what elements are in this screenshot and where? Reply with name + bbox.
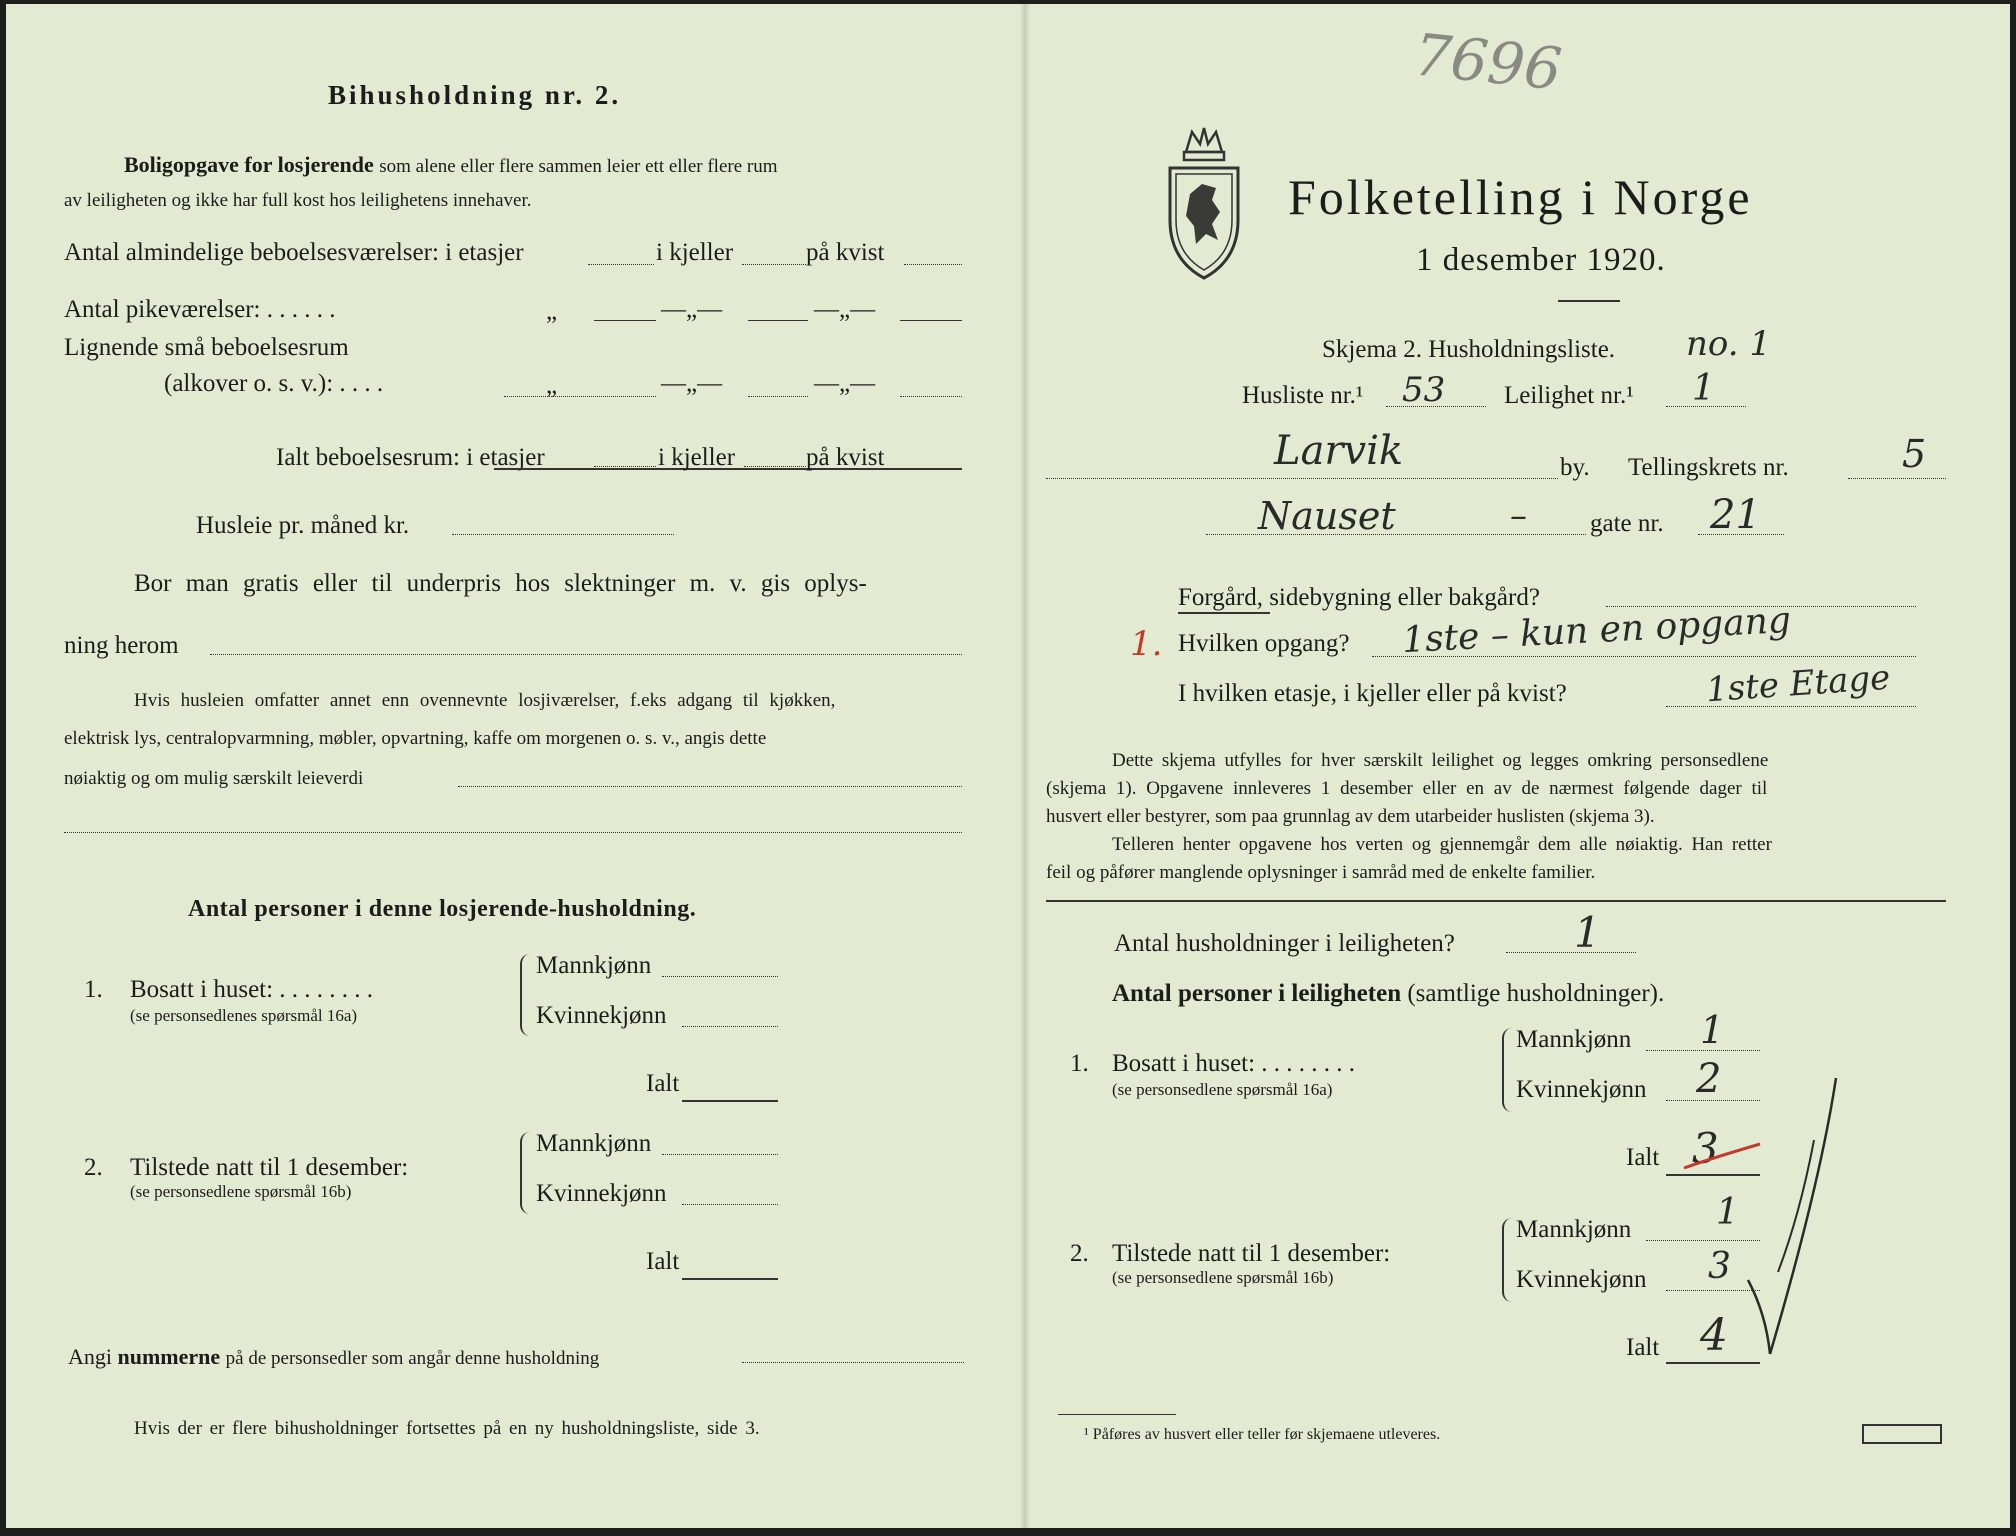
gate-dash: –: [1510, 496, 1527, 536]
field-pike-kvist[interactable]: [900, 320, 962, 321]
right-tilstede-sub: (se personsedlene spørsmål 16b): [1112, 1268, 1334, 1287]
left-tilstede-ialt-label: Ialt: [646, 1248, 680, 1275]
title-rule: [1558, 300, 1620, 302]
left-bosatt-ialt-field[interactable]: [682, 1100, 778, 1102]
instruction-1: Dette skjema utfylles for hver særskilt leilighet og legges omkring personsedlene: [1112, 750, 1769, 771]
field-husleie[interactable]: [452, 534, 674, 535]
left-bosatt-kvinne-label: Kvinnekjønn: [536, 1002, 667, 1029]
left-title: Bihusholdning nr. 2.: [328, 80, 622, 110]
right-bosatt-ialt-label: Ialt: [1626, 1144, 1660, 1171]
field-kjeller[interactable]: [742, 264, 806, 265]
red-mark: 1.: [1130, 624, 1163, 664]
etasje-value[interactable]: 1ste Etage: [1704, 657, 1892, 711]
leilighet-value[interactable]: 1: [1692, 368, 1715, 409]
label-kjeller: i kjeller: [656, 239, 734, 266]
gate-nr-field: [1698, 534, 1784, 535]
field-pike-kjeller[interactable]: [748, 320, 808, 321]
right-bosatt-label: Bosatt i huset: . . . . . . . .: [1112, 1050, 1356, 1077]
field-bor[interactable]: [210, 654, 962, 655]
right-tilstede-num: 2.: [1070, 1240, 1089, 1267]
skjema-hw: no. 1: [1686, 324, 1772, 364]
label-lignende-1: Lignende små beboelsesrum: [64, 334, 349, 361]
left-bosatt-sub: (se personsedlenes spørsmål 16a): [130, 1006, 358, 1025]
gate-nr-value[interactable]: 21: [1710, 492, 1761, 538]
label-kjeller: i kjeller: [658, 444, 736, 471]
hvis-line-3: nøiaktig og om mulig særskilt leieverdi: [64, 768, 364, 789]
opgang-value[interactable]: 1ste – kun en opgang: [1401, 599, 1792, 662]
right-title: Folketelling i Norge: [1288, 169, 1753, 225]
instruction-5: feil og påfører manglende oplysninger i samråd med de enkelte familier.: [1046, 862, 1596, 883]
husliste-field: [1386, 406, 1486, 407]
label-ialt-beboelsesrum: Ialt beboelsesrum: i etasjer: [276, 444, 545, 471]
left-tilstede-ialt-field[interactable]: [682, 1278, 778, 1280]
forgard-label: Forgård, sidebygning eller bakgård?: [1178, 584, 1540, 611]
antal-hush-value[interactable]: 1: [1574, 908, 1601, 957]
right-bosatt-ialt-value[interactable]: 3: [1692, 1124, 1719, 1173]
husliste-value[interactable]: 53: [1402, 370, 1446, 410]
ditto-mark: —„—: [814, 296, 876, 323]
antal-hush-field: [1506, 952, 1636, 953]
right-bosatt-kvinne-value[interactable]: 2: [1696, 1056, 1722, 1102]
field-ialt-kjeller[interactable]: [744, 466, 806, 467]
opgang-label: Hvilken opgang?: [1178, 630, 1350, 657]
skjema-label: Skjema 2. Husholdningsliste.: [1322, 336, 1616, 363]
right-tilstede-mann-label: Mannkjønn: [1516, 1216, 1632, 1243]
gate-label: gate nr.: [1590, 510, 1664, 537]
bor-line-2: ning herom: [64, 632, 179, 659]
check-mark-icon: [1740, 1074, 1860, 1364]
left-tilstede-mann-label: Mannkjønn: [536, 1130, 652, 1157]
field-pike-etasjer[interactable]: [594, 320, 656, 321]
right-bosatt-mann-value[interactable]: 1: [1700, 1008, 1725, 1052]
brace: [520, 954, 532, 1036]
brace: [1502, 1028, 1514, 1112]
label-antal-almindelige: Antal almindelige beboelsesværelser: i etasjer: [64, 239, 524, 266]
intro-line-2: av leiligheten og ikke har full kost hos leilighetens innehaver.: [64, 190, 532, 211]
angi-line: Angi nummerne på de personsedler som angår denne husholdning: [68, 1344, 600, 1369]
gate-value[interactable]: Nauset: [1258, 494, 1396, 538]
right-tilstede-ialt-value[interactable]: 4: [1700, 1310, 1728, 1361]
printer-stamp: [1862, 1424, 1942, 1444]
section-rule: [1046, 900, 1946, 902]
right-tilstede-label: Tilstede natt til 1 desember:: [1112, 1240, 1391, 1267]
left-bosatt-label: Bosatt i huset: . . . . . . . .: [130, 976, 374, 1003]
etasje-field: [1666, 706, 1916, 707]
right-persons-title: Antal personer i leiligheten (samtlige husholdninger).: [1112, 980, 1665, 1007]
right-tilstede-kvinne-value[interactable]: 3: [1708, 1246, 1731, 1287]
ditto-mark: „: [546, 298, 558, 325]
label-lignende-2: (alkover o. s. v.): . . . .: [164, 370, 384, 397]
left-tilstede-kvinne-field[interactable]: [682, 1204, 778, 1205]
right-tilstede-kvinne-label: Kvinnekjønn: [1516, 1266, 1647, 1293]
etasje-label: I hvilken etasje, i kjeller eller på kvist?: [1178, 680, 1567, 707]
right-tilstede-ialt-label: Ialt: [1626, 1334, 1660, 1361]
by-label: by.: [1560, 454, 1590, 481]
leilighet-field: [1666, 406, 1746, 407]
right-date: 1 desember 1920.: [1416, 242, 1666, 278]
krets-value[interactable]: 5: [1902, 432, 1927, 476]
left-footer: Hvis der er flere bihusholdninger fortsettes på en ny husholdningsliste, side 3.: [134, 1418, 760, 1439]
left-bosatt-kvinne-field[interactable]: [682, 1026, 778, 1027]
page-fold: [1020, 4, 1030, 1528]
field-ialt-etasjer[interactable]: [594, 466, 656, 467]
by-value[interactable]: Larvik: [1274, 428, 1404, 474]
right-tilstede-mann-value[interactable]: 1: [1716, 1192, 1739, 1233]
antal-hush-label: Antal husholdninger i leiligheten?: [1114, 930, 1455, 957]
ditto-mark: „: [546, 372, 558, 399]
archive-number: 7696: [1410, 20, 1565, 104]
field-etasjer[interactable]: [588, 264, 654, 265]
right-bosatt-mann-label: Mannkjønn: [1516, 1026, 1632, 1053]
krets-label: Tellingskrets nr.: [1628, 454, 1789, 481]
left-tilstede-num: 2.: [84, 1154, 103, 1181]
left-bosatt-mann-field[interactable]: [662, 976, 778, 977]
instruction-4: Telleren henter opgavene hos verten og gjennemgår dem alle nøiaktig. Han retter: [1112, 834, 1772, 855]
bor-line-1: Bor man gratis eller til underpris hos slektninger m. v. gis oplys-: [134, 570, 867, 597]
right-bosatt-sub: (se personsedlene spørsmål 16a): [1112, 1080, 1333, 1099]
field-kvist[interactable]: [904, 264, 962, 265]
brace: [1502, 1218, 1514, 1302]
gate-field: [1206, 534, 1586, 535]
left-persons-title: Antal personer i denne losjerende-husholdning.: [188, 896, 697, 922]
by-field: [1046, 478, 1558, 479]
instruction-2: (skjema 1). Opgavene innleveres 1 desember eller en av de nærmest følgende dager til: [1046, 778, 1768, 799]
left-bosatt-ialt-label: Ialt: [646, 1070, 680, 1097]
opgang-field: [1372, 656, 1916, 657]
left-bosatt-mann-label: Mannkjønn: [536, 952, 652, 979]
krets-field: [1848, 478, 1946, 479]
brace: [520, 1132, 532, 1214]
left-tilstede-mann-field[interactable]: [662, 1154, 778, 1155]
coat-of-arms-icon: [1162, 122, 1246, 282]
field-leieverdi[interactable]: [458, 786, 962, 787]
census-form-sheet: [6, 4, 2010, 1528]
right-bosatt-mann-field: [1646, 1050, 1760, 1051]
field-lign-etasjer[interactable]: [504, 396, 656, 397]
left-tilstede-sub: (se personsedlene spørsmål 16b): [130, 1182, 352, 1201]
label-kvist: på kvist: [806, 444, 885, 471]
ditto-mark: —„—: [661, 370, 723, 397]
label-husleie: Husleie pr. måned kr.: [196, 512, 410, 539]
left-tilstede-label: Tilstede natt til 1 desember:: [130, 1154, 409, 1181]
intro-line-1: Boligopgave for losjerende som alene eller flere sammen leier ett eller flere rum: [124, 152, 778, 177]
left-bosatt-num: 1.: [84, 976, 103, 1003]
footnote: ¹ Påføres av husvert eller teller før skjemaene utleveres.: [1084, 1426, 1441, 1443]
right-bosatt-num: 1.: [1070, 1050, 1089, 1077]
label-pikevaerelser: Antal pikeværelser: . . . . . .: [64, 296, 336, 323]
label-kvist: på kvist: [806, 239, 885, 266]
field-nummerne[interactable]: [742, 1362, 964, 1363]
footnote-rule: [1058, 1414, 1176, 1415]
forgard-underline: [1178, 612, 1270, 614]
hvis-line-1: Hvis husleien omfatter annet enn ovennevnte losjiværelser, f.eks adgang til kjøkken,: [134, 690, 836, 711]
hvis-line-2: elektrisk lys, centralopvarmning, møbler, opvartning, kaffe om morgenen o. s. v., angis dette: [64, 728, 767, 749]
field-lign-kjeller[interactable]: [748, 396, 808, 397]
field-lign-kvist[interactable]: [900, 396, 962, 397]
instruction-3: husvert eller bestyrer, som paa grunnlag av dem utarbeider huslisten (skjema 3).: [1046, 806, 1655, 827]
ditto-mark: —„—: [661, 296, 723, 323]
husliste-label: Husliste nr.¹: [1242, 382, 1364, 409]
ditto-mark: —„—: [814, 370, 876, 397]
left-tilstede-kvinne-label: Kvinnekjønn: [536, 1180, 667, 1207]
right-bosatt-kvinne-label: Kvinnekjønn: [1516, 1076, 1647, 1103]
leilighet-label: Leilighet nr.¹: [1504, 382, 1634, 409]
field-leieverdi-2[interactable]: [64, 832, 962, 833]
